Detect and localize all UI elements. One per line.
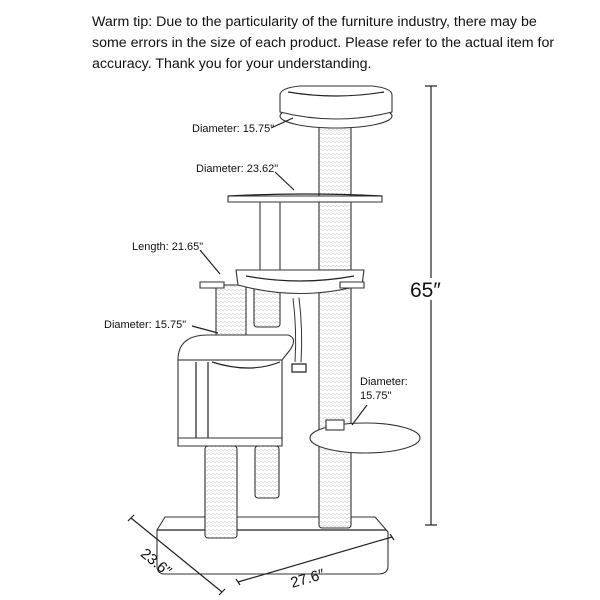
- depth-label: 23.6″: [137, 545, 175, 581]
- label-top-perch-diameter: Diameter: 15.75": [192, 123, 275, 135]
- height-dimension: [408, 86, 448, 525]
- main-post: [319, 118, 351, 528]
- warm-tip-text: Warm tip: Due to the particularity of the furniture industry, there may be some errors in the size of each product. Please refer to the actual item for accuracy. Thank you for your understanding.: [92, 14, 555, 72]
- base-board: [157, 517, 388, 574]
- label-side-platform-diameter: Diameter:: [360, 376, 408, 388]
- condo: [178, 335, 294, 446]
- width-label: 27.6″: [288, 565, 327, 592]
- label-side-platform-diameter-value: 15.75": [360, 390, 392, 402]
- label-upper-platform-diameter: Diameter: 23.62": [196, 163, 279, 175]
- upper-platform: [228, 194, 382, 202]
- top-perch: [280, 86, 392, 128]
- height-label: 65″: [410, 279, 441, 302]
- post-front-left: [205, 446, 237, 538]
- post-back-left: [255, 446, 279, 498]
- label-condo-diameter: Diameter: 15.75": [104, 319, 187, 331]
- label-hammock-length: Length: 21.65": [132, 241, 204, 253]
- side-platform: [310, 420, 420, 453]
- hanging-rope: [292, 298, 306, 372]
